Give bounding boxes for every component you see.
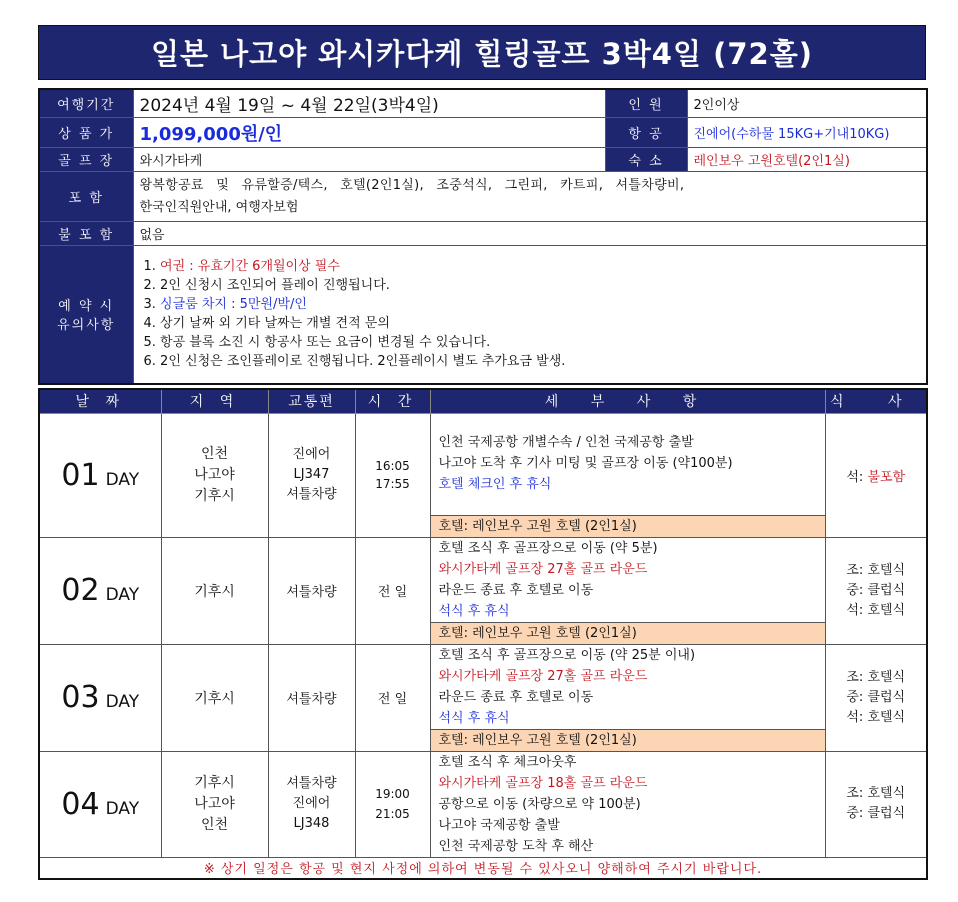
notes-label-2: 유의사항 xyxy=(57,318,116,334)
price-value-cell xyxy=(133,118,605,148)
incl-line-1: 왕복항공료 및 유류할증/텍스, 호텔(2인1실), 조중석식, 그린피, 카트피, 셔틀차량비, xyxy=(139,177,685,193)
detail-line: 호텔 조식 후 골프장으로 이동 (약 5분) xyxy=(438,540,658,556)
header-details: 세 부 사 항 xyxy=(430,389,825,413)
people-value: 2인이상 xyxy=(687,89,927,118)
price-label: 상 품 가 xyxy=(39,118,133,148)
day-label: 01 DAY xyxy=(39,413,161,537)
notes-label xyxy=(39,246,133,384)
hotel-line: 호텔: 레인보우 고원 호텔 (2인1실) xyxy=(431,729,825,751)
notes-list xyxy=(133,246,927,384)
header-time: 시 간 xyxy=(355,389,430,413)
header-date: 날 짜 xyxy=(39,389,161,413)
note-item: 4. 상기 날짜 외 기타 날짜는 개별 견적 문의 xyxy=(143,316,390,332)
hotel-line: 호텔: 레인보우 고원 호텔 (2인1실) xyxy=(431,622,825,644)
period-value: 2024년 4월 19일 ~ 4월 22일(3박4일) xyxy=(133,89,605,118)
detail-cell xyxy=(430,413,825,537)
stay-label: 숙 소 xyxy=(605,148,687,172)
time-cell: 전 일 xyxy=(355,537,430,644)
transport-cell: 셔틀차량 xyxy=(268,537,355,644)
detail-line: 석식 후 휴식 xyxy=(438,603,510,619)
meal-cell: 조: 호텔식 중: 클럽식 석: 호텔식 xyxy=(825,537,927,644)
day-label: 04 DAY xyxy=(39,751,161,857)
detail-line: 와시가타케 골프장 27홀 골프 라운드 xyxy=(438,668,648,684)
detail-line: 인천 국제공항 개별수속 / 인천 국제공항 출발 xyxy=(438,434,694,450)
golf-value: 와시가타케 xyxy=(133,148,605,172)
air-label: 항 공 xyxy=(605,118,687,148)
detail-line: 와시가타케 골프장 27홀 골프 라운드 xyxy=(438,561,648,577)
people-label: 인 원 xyxy=(605,89,687,118)
transport-cell: 진에어 LJ347 셔틀차량 xyxy=(268,413,355,537)
region-cell: 기후시 나고야 인천 xyxy=(161,751,268,857)
note-item: 6. 2인 신청은 조인플레이로 진행됩니다. 2인플레이시 별도 추가요금 발생. xyxy=(143,354,566,370)
header-meals: 식 사 xyxy=(825,389,927,413)
region-cell: 기후시 xyxy=(161,537,268,644)
header-transport: 교통편 xyxy=(268,389,355,413)
hotel-line: 호텔: 레인보우 고원 호텔 (2인1실) xyxy=(431,515,825,537)
time-cell: 19:00 21:05 xyxy=(355,751,430,857)
detail-line: 나고야 국제공항 출발 xyxy=(438,817,560,833)
excl-value: 없음 xyxy=(133,222,927,246)
table-row xyxy=(39,537,927,644)
note-item: 5. 항공 블록 소진 시 항공사 또는 요금이 변경될 수 있습니다. xyxy=(143,335,491,351)
detail-cell xyxy=(430,537,825,644)
detail-line: 공항으로 이동 (차량으로 약 100분) xyxy=(438,796,641,812)
table-row xyxy=(39,413,927,537)
detail-line: 와시가타케 골프장 18홀 골프 라운드 xyxy=(438,775,648,791)
time-cell: 전 일 xyxy=(355,644,430,751)
excl-label: 불 포 함 xyxy=(39,222,133,246)
page-title: 일본 나고야 와시카다케 힐링골프 3박4일 (72홀) xyxy=(38,25,926,80)
footer-row xyxy=(39,857,927,879)
header-region: 지 역 xyxy=(161,389,268,413)
footer-note: ※ 상기 일정은 항공 및 현지 사정에 의하여 변동될 수 있사오니 양해하여 주시기 바랍니다. xyxy=(39,857,927,879)
table-row xyxy=(39,644,927,751)
golf-label: 골 프 장 xyxy=(39,148,133,172)
detail-line: 라운드 종료 후 호텔로 이동 xyxy=(438,582,594,598)
detail-cell xyxy=(430,644,825,751)
incl-line-2: 한국인직원안내, 여행자보험 xyxy=(139,199,299,215)
detail-cell xyxy=(430,751,825,857)
transport-cell: 셔틀차량 xyxy=(268,644,355,751)
detail-line: 나고야 도착 후 기사 미팅 및 골프장 이동 (약100분) xyxy=(438,455,733,471)
day-label: 02 DAY xyxy=(39,537,161,644)
region-cell: 기후시 xyxy=(161,644,268,751)
time-cell: 16:05 17:55 xyxy=(355,413,430,537)
note-item: 2. 2인 신청시 조인되어 플레이 진행됩니다. xyxy=(143,278,390,294)
detail-line: 호텔 체크인 후 휴식 xyxy=(438,476,552,492)
meal-cell: 조: 호텔식 중: 클럽식 xyxy=(825,751,927,857)
schedule-table xyxy=(38,388,928,880)
meal-cell: 석: 불포함 xyxy=(825,413,927,537)
note-item: 3. 싱글룸 차지 : 5만원/박/인 xyxy=(143,297,307,313)
incl-value xyxy=(133,172,927,222)
incl-label: 포 함 xyxy=(39,172,133,222)
notes-label-1: 예 약 시 xyxy=(58,299,115,315)
region-cell: 인천 나고야 기후시 xyxy=(161,413,268,537)
detail-line: 호텔 조식 후 체크아웃후 xyxy=(438,754,577,770)
day-label: 03 DAY xyxy=(39,644,161,751)
detail-line: 라운드 종료 후 호텔로 이동 xyxy=(438,689,594,705)
price-value: 1,099,000원/인 xyxy=(139,123,283,145)
table-row xyxy=(39,751,927,857)
stay-value: 레인보우 고원호텔(2인1실) xyxy=(687,148,927,172)
note-item: 1. 여권 : 유효기간 6개월이상 필수 xyxy=(143,259,340,275)
air-value: 진에어(수하물 15KG+기내10KG) xyxy=(687,118,927,148)
detail-line: 석식 후 휴식 xyxy=(438,710,510,726)
detail-line: 인천 국제공항 도착 후 해산 xyxy=(438,838,594,854)
meal-cell: 조: 호텔식 중: 클럽식 석: 호텔식 xyxy=(825,644,927,751)
trip-info-table xyxy=(38,88,928,385)
transport-cell: 셔틀차량 진에어 LJ348 xyxy=(268,751,355,857)
period-label: 여행기간 xyxy=(39,89,133,118)
detail-line: 호텔 조식 후 골프장으로 이동 (약 25분 이내) xyxy=(438,647,696,663)
